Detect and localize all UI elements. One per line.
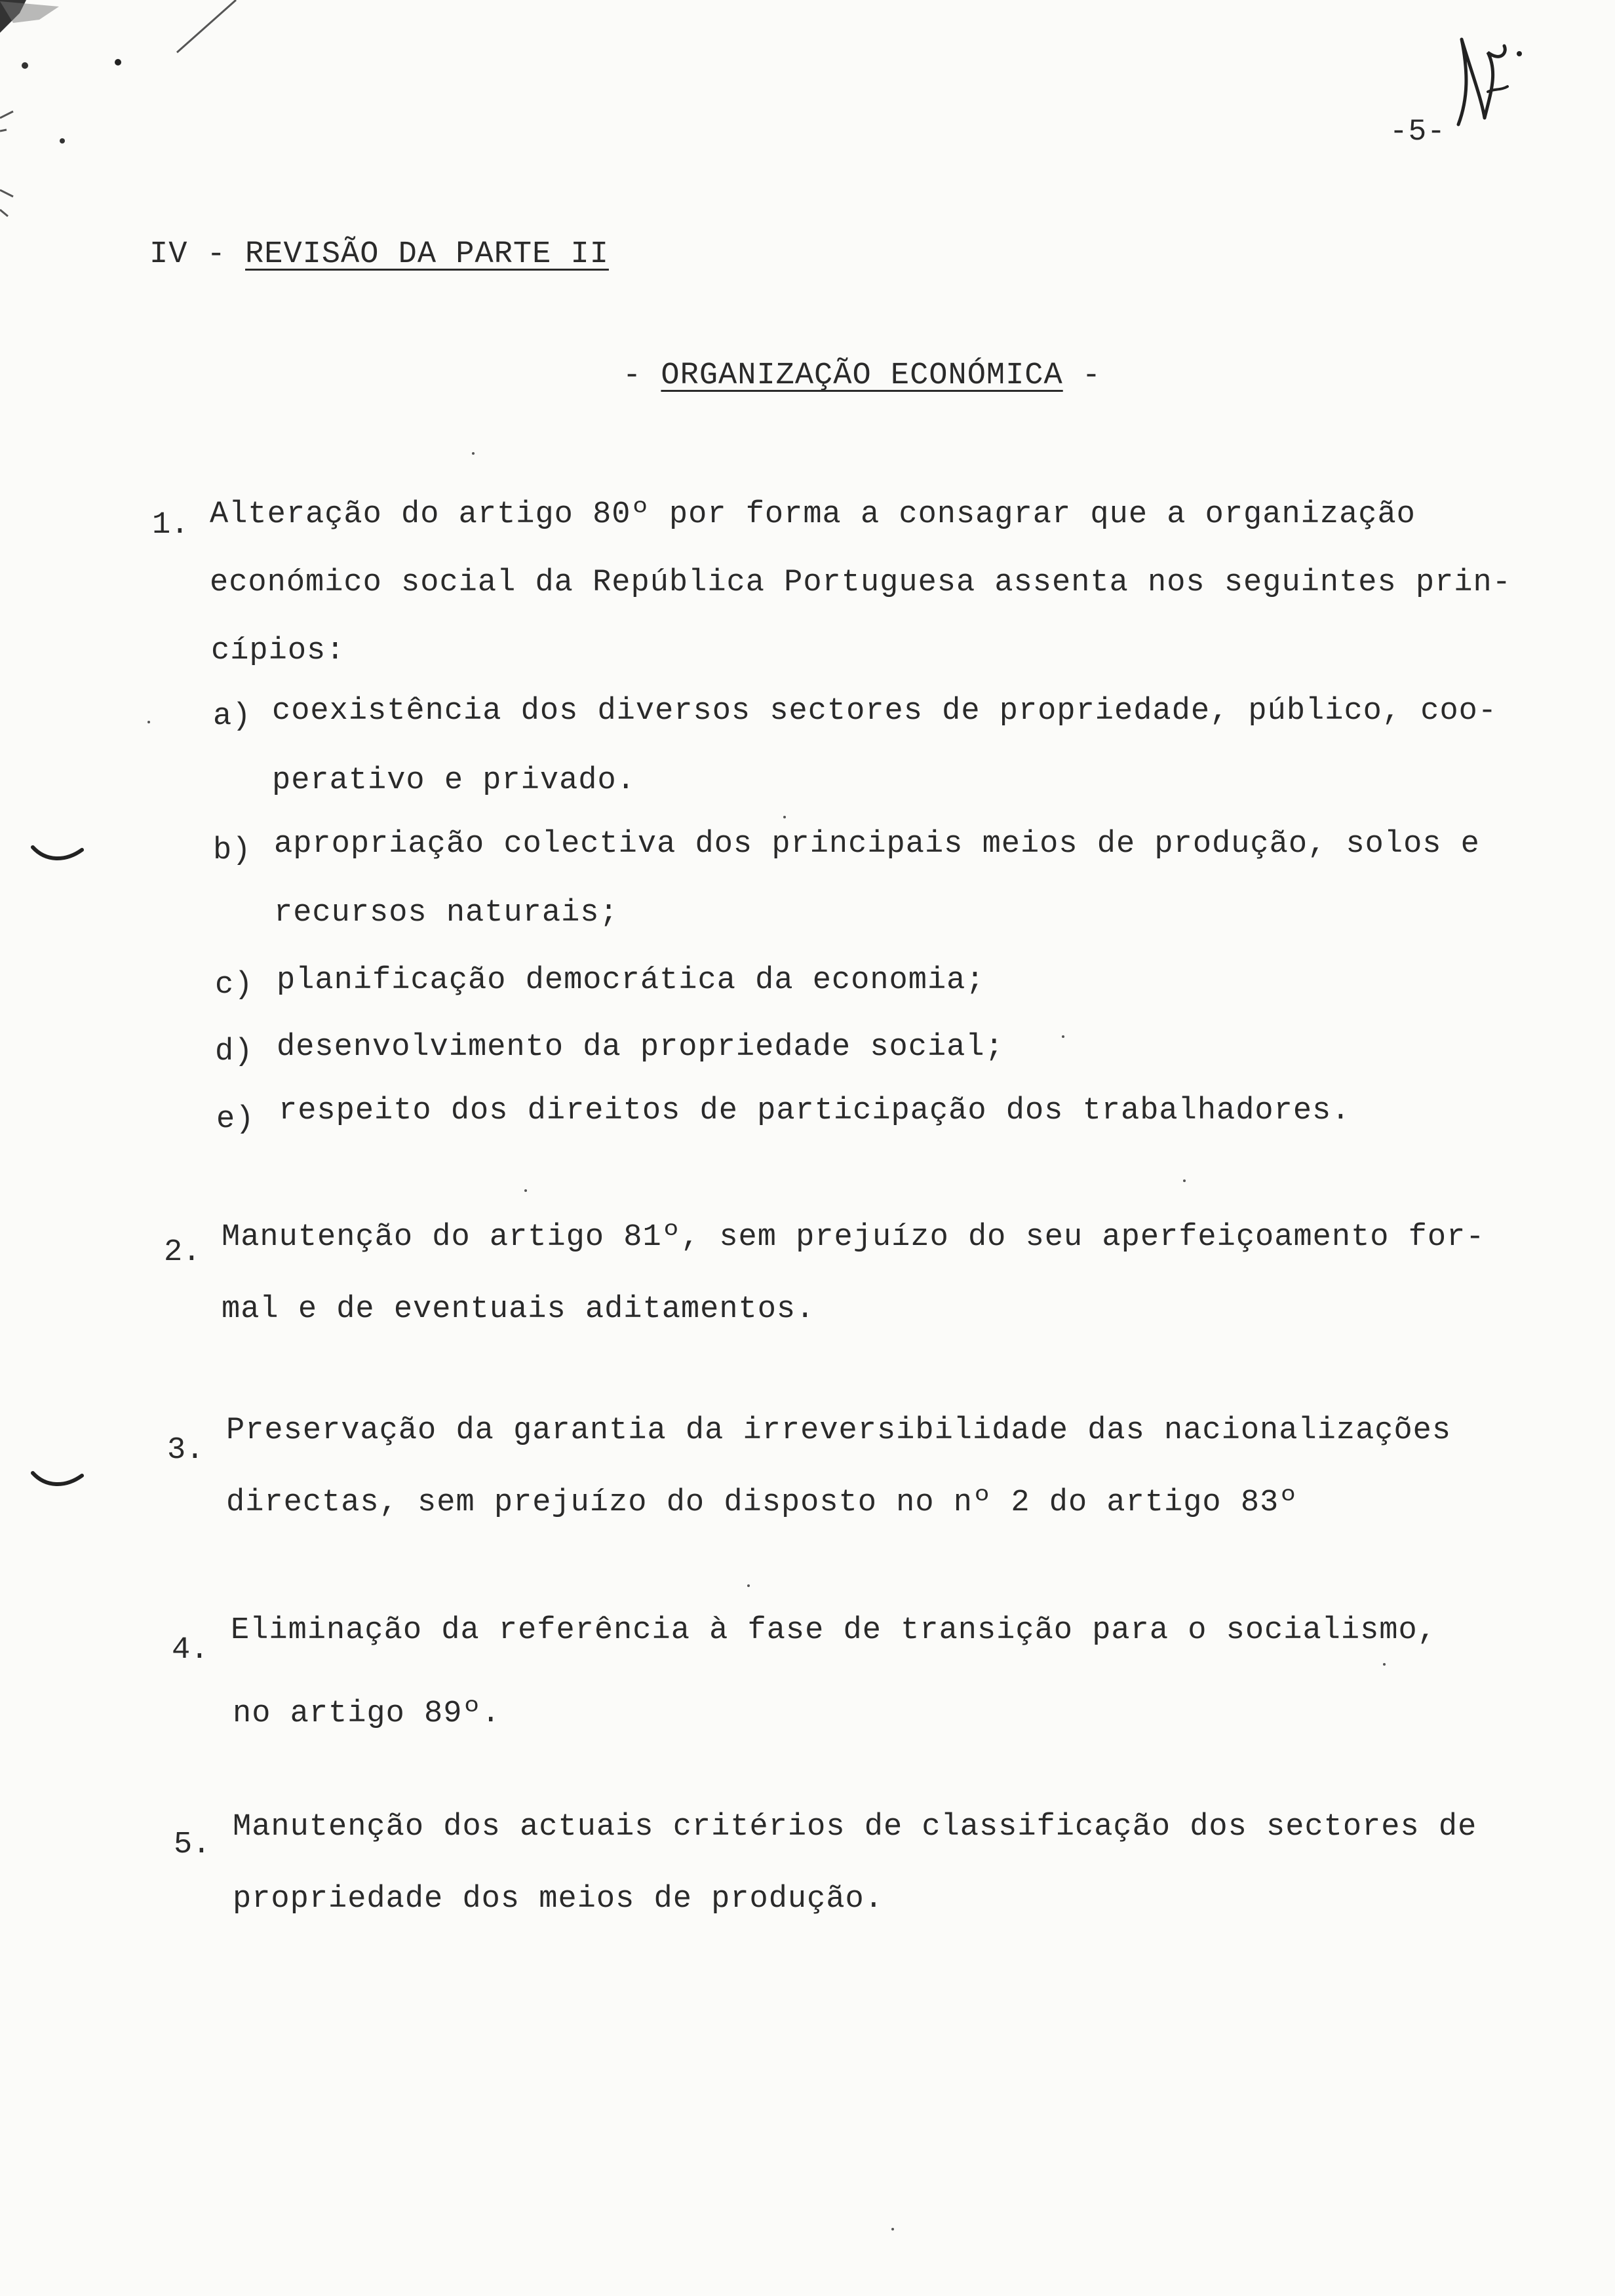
item-line: propriedade dos meios de produção. (233, 1882, 884, 1917)
item-line: cípios: (211, 634, 345, 668)
section-prefix: IV - (149, 237, 246, 272)
item-number: 2. (164, 1235, 201, 1270)
item-line: directas, sem prejuízo do disposto no nº 2 do artigo 83º (226, 1485, 1298, 1520)
subitem-letter: c) (215, 968, 254, 1003)
subtitle-title: ORGANIZAÇÃO ECONÓMICA (661, 358, 1063, 393)
scan-speck (1062, 1035, 1064, 1038)
item-line: mal e de eventuais aditamentos. (222, 1292, 815, 1327)
subitem-line: respeito dos direitos de participação dos trabalhadores. (279, 1094, 1351, 1128)
item-line: Preservação da garantia da irreversibilidade das nacionalizações (226, 1413, 1452, 1448)
subtitle-dash-right: - (1062, 358, 1102, 393)
item-line: Alteração do artigo 80º por forma a consagrar que a organização (210, 497, 1416, 532)
subitem-letter: b) (213, 833, 252, 868)
subitem-letter: a) (213, 699, 252, 734)
margin-mark (26, 842, 92, 868)
subtitle-dash-left: - (623, 358, 661, 393)
margin-mark (26, 1468, 92, 1494)
item-number: 5. (174, 1827, 211, 1862)
scan-artifact-corner (0, 0, 249, 223)
item-number: 4. (172, 1633, 209, 1668)
subitem-letter: d) (215, 1035, 254, 1069)
subitem-line: planificação democrática da economia; (277, 963, 985, 998)
section-heading (149, 239, 609, 270)
scan-speck (147, 721, 150, 723)
scan-speck (524, 1189, 527, 1192)
scan-speck (1183, 1179, 1186, 1182)
subitem-letter: e) (216, 1102, 255, 1137)
subtitle-heading (623, 360, 1101, 391)
scan-speck (891, 2228, 894, 2230)
scan-speck (783, 816, 786, 818)
subitem-line: recursos naturais; (274, 896, 619, 930)
subitem-line: apropriação colectiva dos principais meios de produção, solos e (274, 827, 1480, 862)
scan-speck (472, 452, 475, 455)
scan-speck (747, 1584, 750, 1587)
item-line: no artigo 89º. (233, 1696, 501, 1731)
item-line: Manutenção dos actuais critérios de classificação dos sectores de (233, 1810, 1477, 1845)
item-number: 3. (167, 1433, 204, 1468)
item-number: 1. (152, 508, 189, 543)
page-number: -5- (1390, 115, 1446, 149)
subitem-line: coexistência dos diversos sectores de propriedade, público, coo- (272, 694, 1498, 729)
section-title: REVISÃO DA PARTE II (245, 237, 609, 272)
subitem-line: desenvolvimento da propriedade social; (277, 1030, 1004, 1065)
item-line: Manutenção do artigo 81º, sem prejuízo do seu aperfeiçoamento for- (222, 1220, 1485, 1255)
subitem-line: perativo e privado. (272, 763, 636, 798)
handwritten-initials (1442, 26, 1527, 131)
scan-speck (1383, 1663, 1386, 1666)
item-line: económico social da República Portuguesa assenta nos seguintes prin- (210, 565, 1511, 600)
item-line: Eliminação da referência à fase de transição para o socialismo, (231, 1613, 1437, 1648)
